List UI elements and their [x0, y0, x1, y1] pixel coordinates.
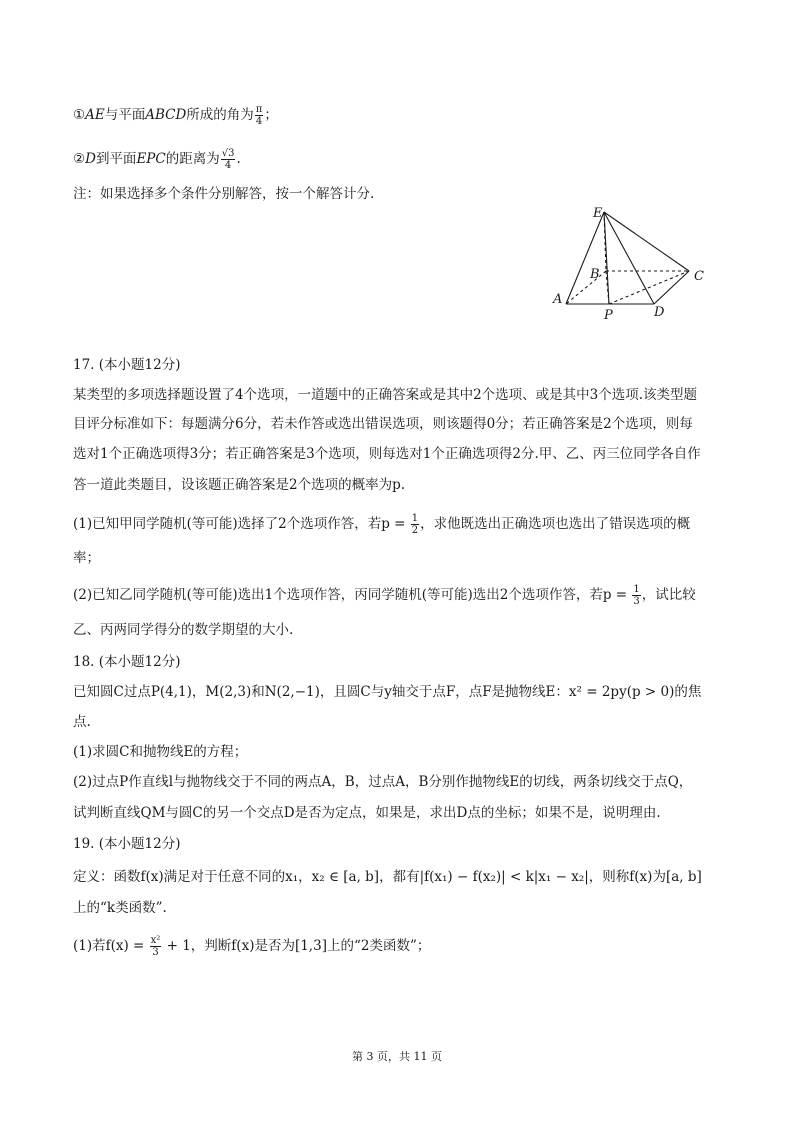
- q17-subquestion-2: [73, 584, 696, 607]
- edge-EA: [566, 212, 604, 304]
- denominator: 3: [633, 596, 640, 607]
- condition-2: [73, 148, 241, 171]
- fraction: [632, 584, 640, 607]
- circled-number: ②: [73, 151, 86, 167]
- text: 到平面: [95, 151, 137, 167]
- numerator: 1: [633, 584, 640, 595]
- text: (2)已知乙同学随机(等可能)选出1个选项作答，丙同学随机(等可能)选出2个选项作答，若p =: [73, 587, 632, 603]
- q17-paragraph-line-2: 目评分标准如下：每题满分6分，若未作答或选出错误选项，则该题得0分；若正确答案是2个选项，则每: [73, 416, 693, 432]
- math-var: D: [85, 151, 96, 167]
- fraction: [150, 935, 162, 958]
- q17-paragraph-line-3: 选对1个正确选项得3分；若正确答案是3个选项，则每选对1个正确选项得2分.甲、乙、丙三位同学各自作: [73, 446, 701, 462]
- math-var: EPC: [136, 151, 166, 167]
- q18-paragraph-line-1: 已知圆C过点P(4,1)，M(2,3)和N(2,−1)，且圆C与y轴交于点F，点F是抛物线E：x² = 2py(p > 0)的焦: [73, 684, 702, 700]
- q18-paragraph-line-2: 点.: [73, 714, 91, 730]
- q18-subquestion-2: (2)过点P作直线l与抛物线交于不同的两点A，B，过点A，B分别作抛物线E的切线，两条切线交于点Q，: [73, 774, 693, 790]
- numerator: π: [255, 104, 263, 115]
- edge-DC: [654, 271, 689, 304]
- numerator: x²: [150, 935, 161, 946]
- q18-subquestion-1: (1)求圆C和抛物线E的方程；: [73, 744, 248, 760]
- q19-paragraph-line-1: 定义：函数f(x)满足对于任意不同的x₁，x₂ ∈ [a, b]，都有|f(x₁) − f(x₂)| < k|x₁ − x₂|，则称f(x)为[a, b]: [73, 869, 702, 885]
- q17-paragraph-line-1: 某类型的多项选择题设置了4个选项，一道题中的正确答案或是其中2个选项、或是其中3个选项.该类型题: [73, 387, 698, 403]
- text: .: [236, 151, 241, 167]
- q18-subquestion-2-cont: 试判断直线QM与圆C的另一个交点D是否为定点，如果是，求出D点的坐标；如果不是，说明理由.: [73, 805, 661, 821]
- q17-subquestion-1-cont: 率；: [73, 550, 100, 566]
- q17-header: 17. (本小题12分): [73, 357, 181, 373]
- label-D: D: [654, 305, 665, 320]
- text: 所成的角为: [186, 107, 254, 123]
- edge-ED: [604, 212, 654, 304]
- circled-number: ①: [73, 107, 86, 123]
- denominator: 2: [411, 525, 419, 536]
- note: 注：如果选择多个条件分别解答，按一个解答计分.: [73, 186, 375, 202]
- edge-EC: [604, 212, 689, 271]
- math-var: AE: [85, 107, 105, 123]
- numerator: √3: [221, 148, 235, 159]
- label-C: C: [694, 269, 704, 284]
- text: ，试比较: [641, 587, 696, 603]
- fraction: [255, 104, 264, 127]
- label-E: E: [593, 206, 603, 221]
- page-footer: 第 3 页，共 11 页: [352, 1050, 442, 1063]
- text: (1)已知甲同学随机(等可能)选择了2个选项作答，若p =: [73, 516, 410, 532]
- q19-subquestion-1: [73, 935, 430, 958]
- denominator: 4: [255, 116, 263, 127]
- denominator: 3: [152, 947, 159, 958]
- label-P: P: [604, 308, 613, 323]
- label-B: B: [590, 267, 600, 282]
- label-A: A: [553, 292, 563, 307]
- q19-header: 19. (本小题12分): [73, 836, 181, 852]
- text: 的距离为: [165, 151, 220, 167]
- text: (1)若f(x) =: [73, 938, 149, 954]
- numerator: 1: [411, 513, 419, 524]
- q17-paragraph-line-4: 答一道此类题目，设该题正确答案是2个选项的概率为p.: [73, 477, 406, 493]
- text: ；: [264, 107, 278, 123]
- q19-paragraph-line-2: 上的“k类函数”.: [73, 900, 167, 916]
- math-var: ABCD: [145, 107, 187, 123]
- edge-BA: [566, 271, 606, 304]
- text: 与平面: [104, 107, 146, 123]
- fraction: [221, 148, 236, 171]
- denominator: 4: [224, 160, 232, 171]
- edge-PC: [609, 271, 689, 304]
- pyramid-figure: [548, 203, 718, 328]
- q18-header: 18. (本小题12分): [73, 654, 181, 670]
- text: + 1，判断f(x)是否为[1,3]上的“2类函数”；: [162, 938, 431, 954]
- fraction: [411, 513, 419, 536]
- text: ，求他既选出正确选项也选出了错误选项的概: [420, 516, 691, 532]
- q17-subquestion-1: [73, 513, 690, 536]
- condition-1: [73, 104, 278, 127]
- q17-subquestion-2-cont: 乙、丙两同学得分的数学期望的大小.: [73, 622, 294, 638]
